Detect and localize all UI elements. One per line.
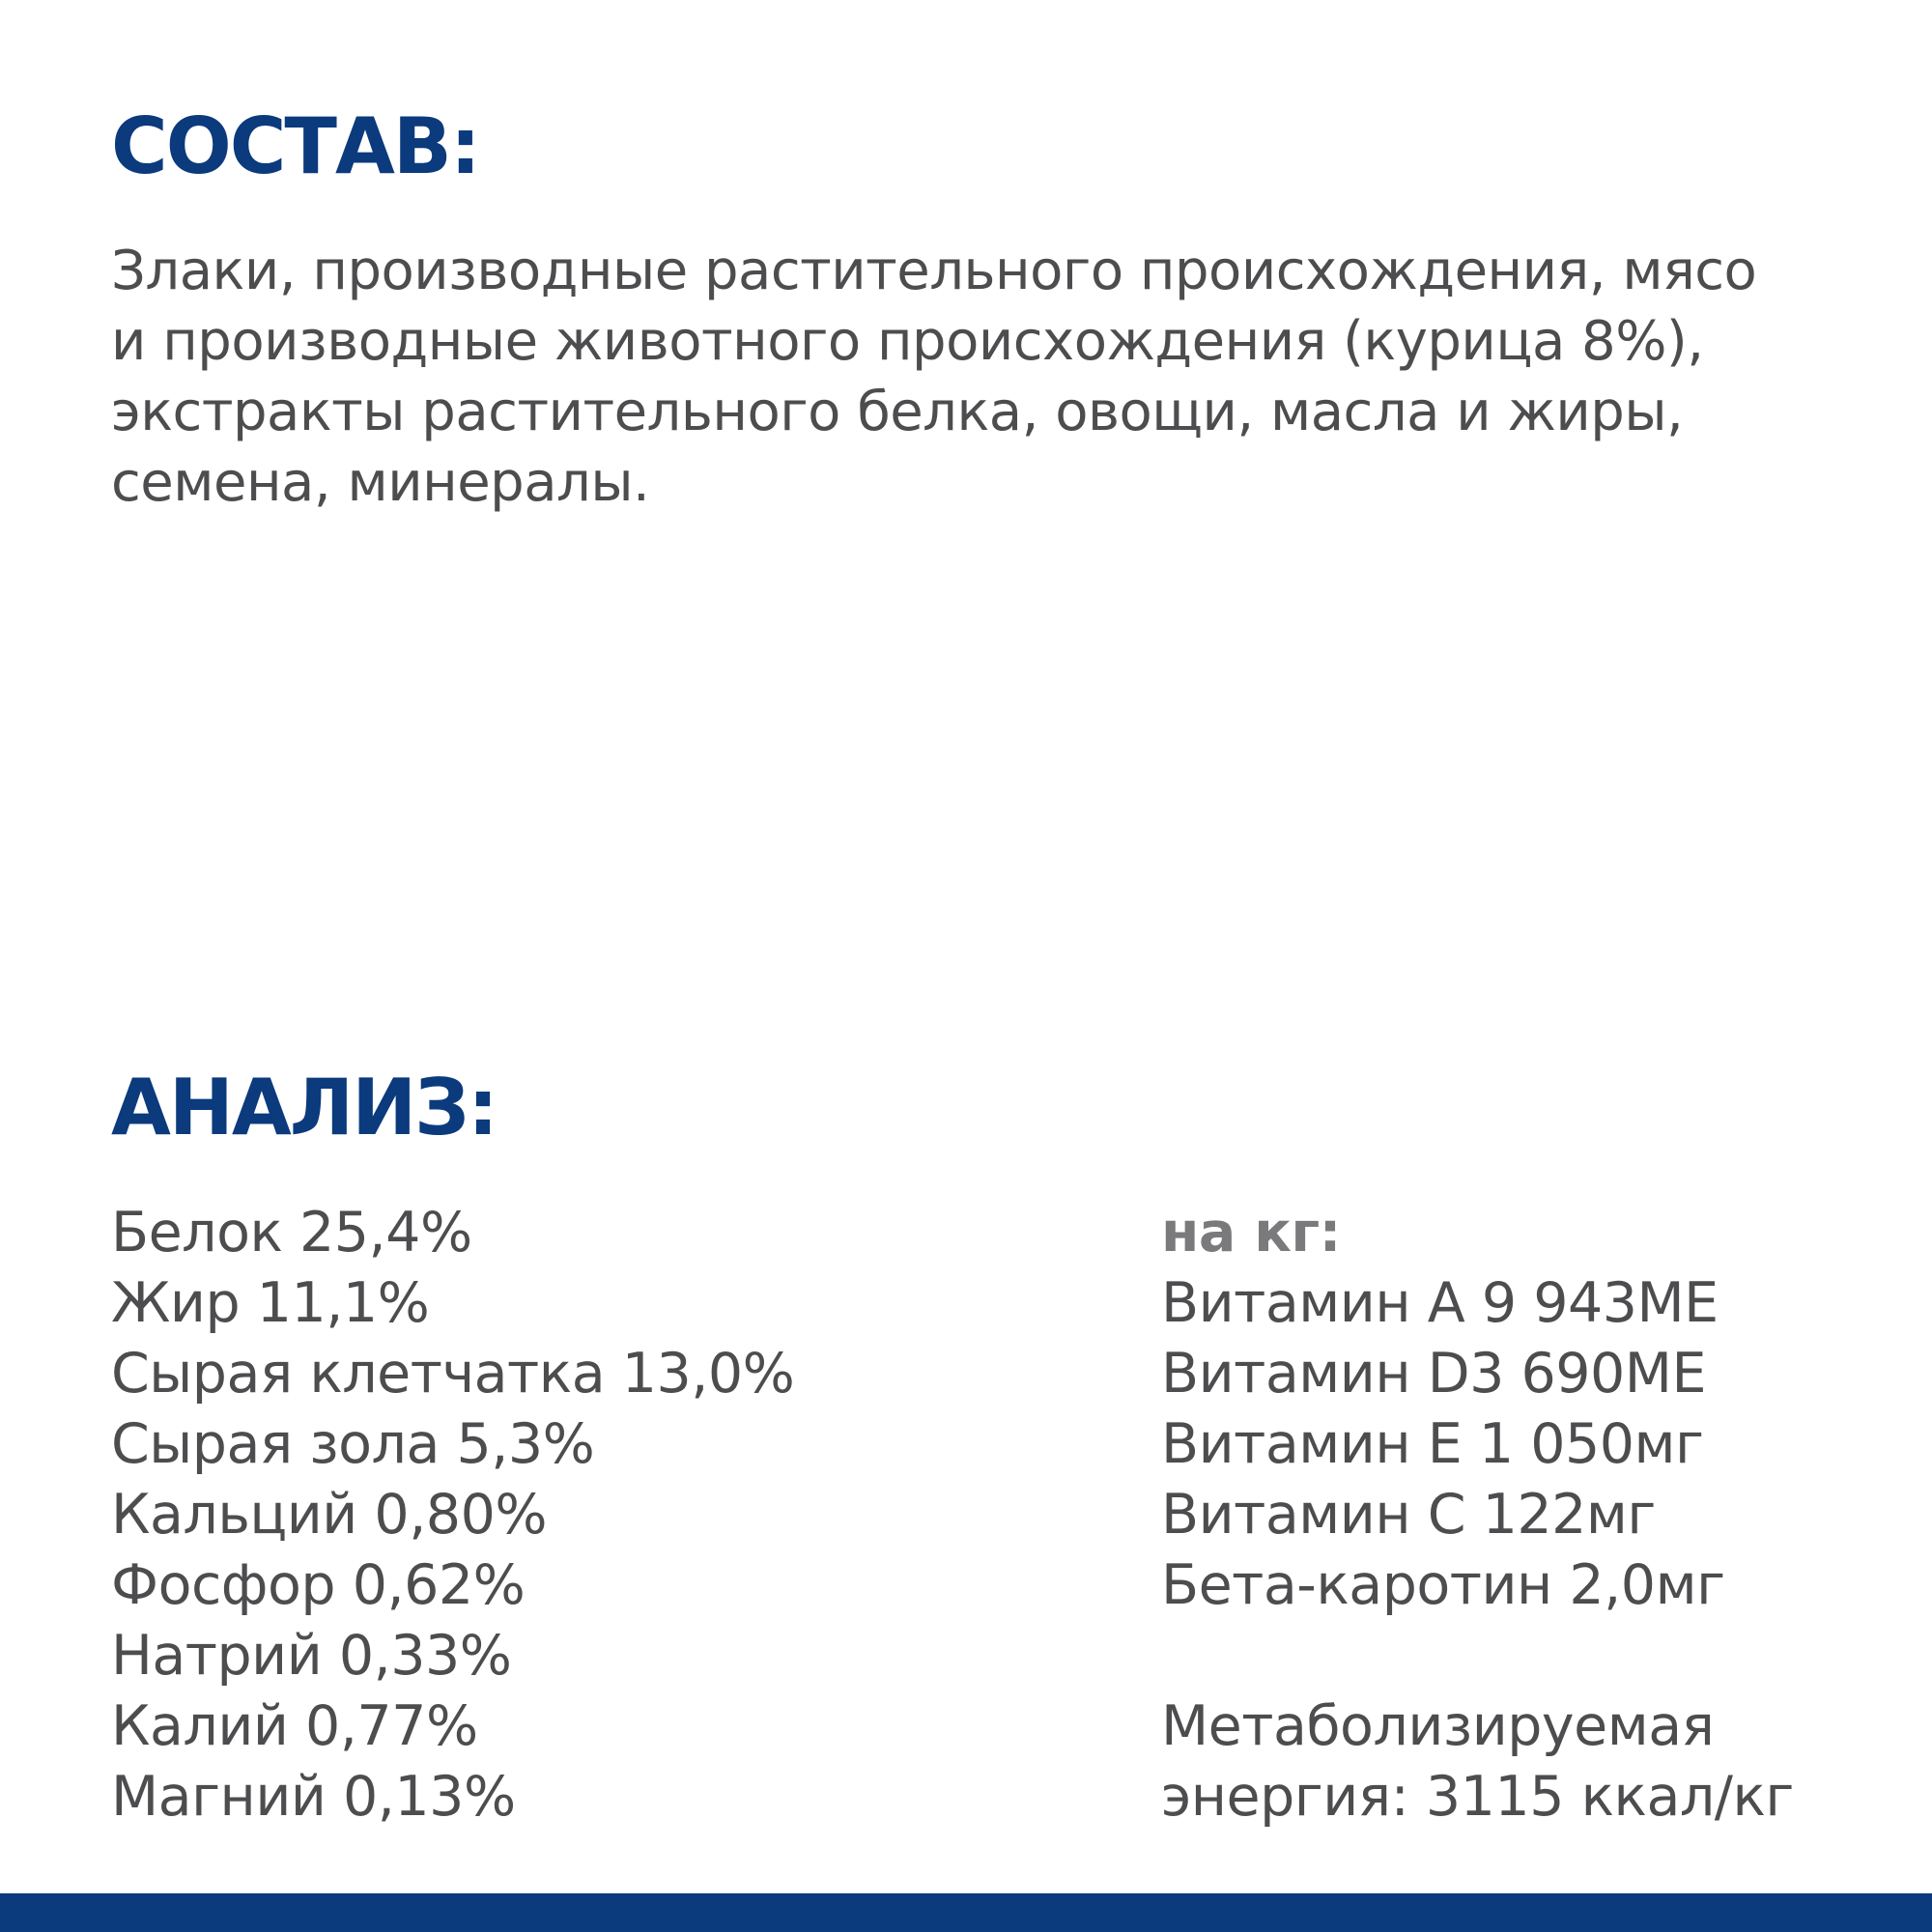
composition-line: экстракты растительного белка, овощи, масла и жиры, — [111, 381, 1684, 443]
list-spacer — [1161, 1621, 1915, 1691]
vitamin-item: Витамин А 9 943МЕ — [1161, 1271, 1719, 1335]
nutrient-item: Фосфор 0,62% — [111, 1553, 526, 1617]
vitamin-item: Бета-каротин 2,0мг — [1161, 1553, 1725, 1617]
per-kg-label: на кг: — [1161, 1201, 1341, 1264]
analysis-vitamin-list — [1161, 1198, 1915, 1833]
energy-line: энергия: 3115 ккал/кг — [1161, 1765, 1794, 1829]
composition-heading: СОСТАВ: — [111, 101, 479, 191]
nutrient-item: Магний 0,13% — [111, 1765, 516, 1829]
composition-line: и производные животного происхождения (курица 8%), — [111, 310, 1704, 373]
nutrient-item: Сырая зола 5,3% — [111, 1412, 595, 1476]
nutrient-item: Сырая клетчатка 13,0% — [111, 1342, 795, 1406]
composition-line: семена, минералы. — [111, 451, 650, 514]
nutrient-item: Калий 0,77% — [111, 1694, 478, 1758]
energy-line: Метаболизируемая — [1161, 1694, 1715, 1758]
vitamin-item: Витамин D3 690МЕ — [1161, 1342, 1706, 1406]
composition-text — [111, 236, 1879, 518]
vitamin-item: Витамин С 122мг — [1161, 1483, 1656, 1547]
analysis-heading: АНАЛИЗ: — [111, 1063, 497, 1152]
nutrient-item: Натрий 0,33% — [111, 1624, 512, 1688]
nutrient-item: Белок 25,4% — [111, 1201, 472, 1264]
analysis-nutrient-list — [111, 1198, 980, 1833]
nutrient-item: Кальций 0,80% — [111, 1483, 548, 1547]
vitamin-item: Витамин Е 1 050мг — [1161, 1412, 1704, 1476]
nutrient-item: Жир 11,1% — [111, 1271, 430, 1335]
footer-bar — [0, 1893, 1932, 1932]
composition-line: Злаки, производные растительного происхождения, мясо — [111, 240, 1757, 302]
